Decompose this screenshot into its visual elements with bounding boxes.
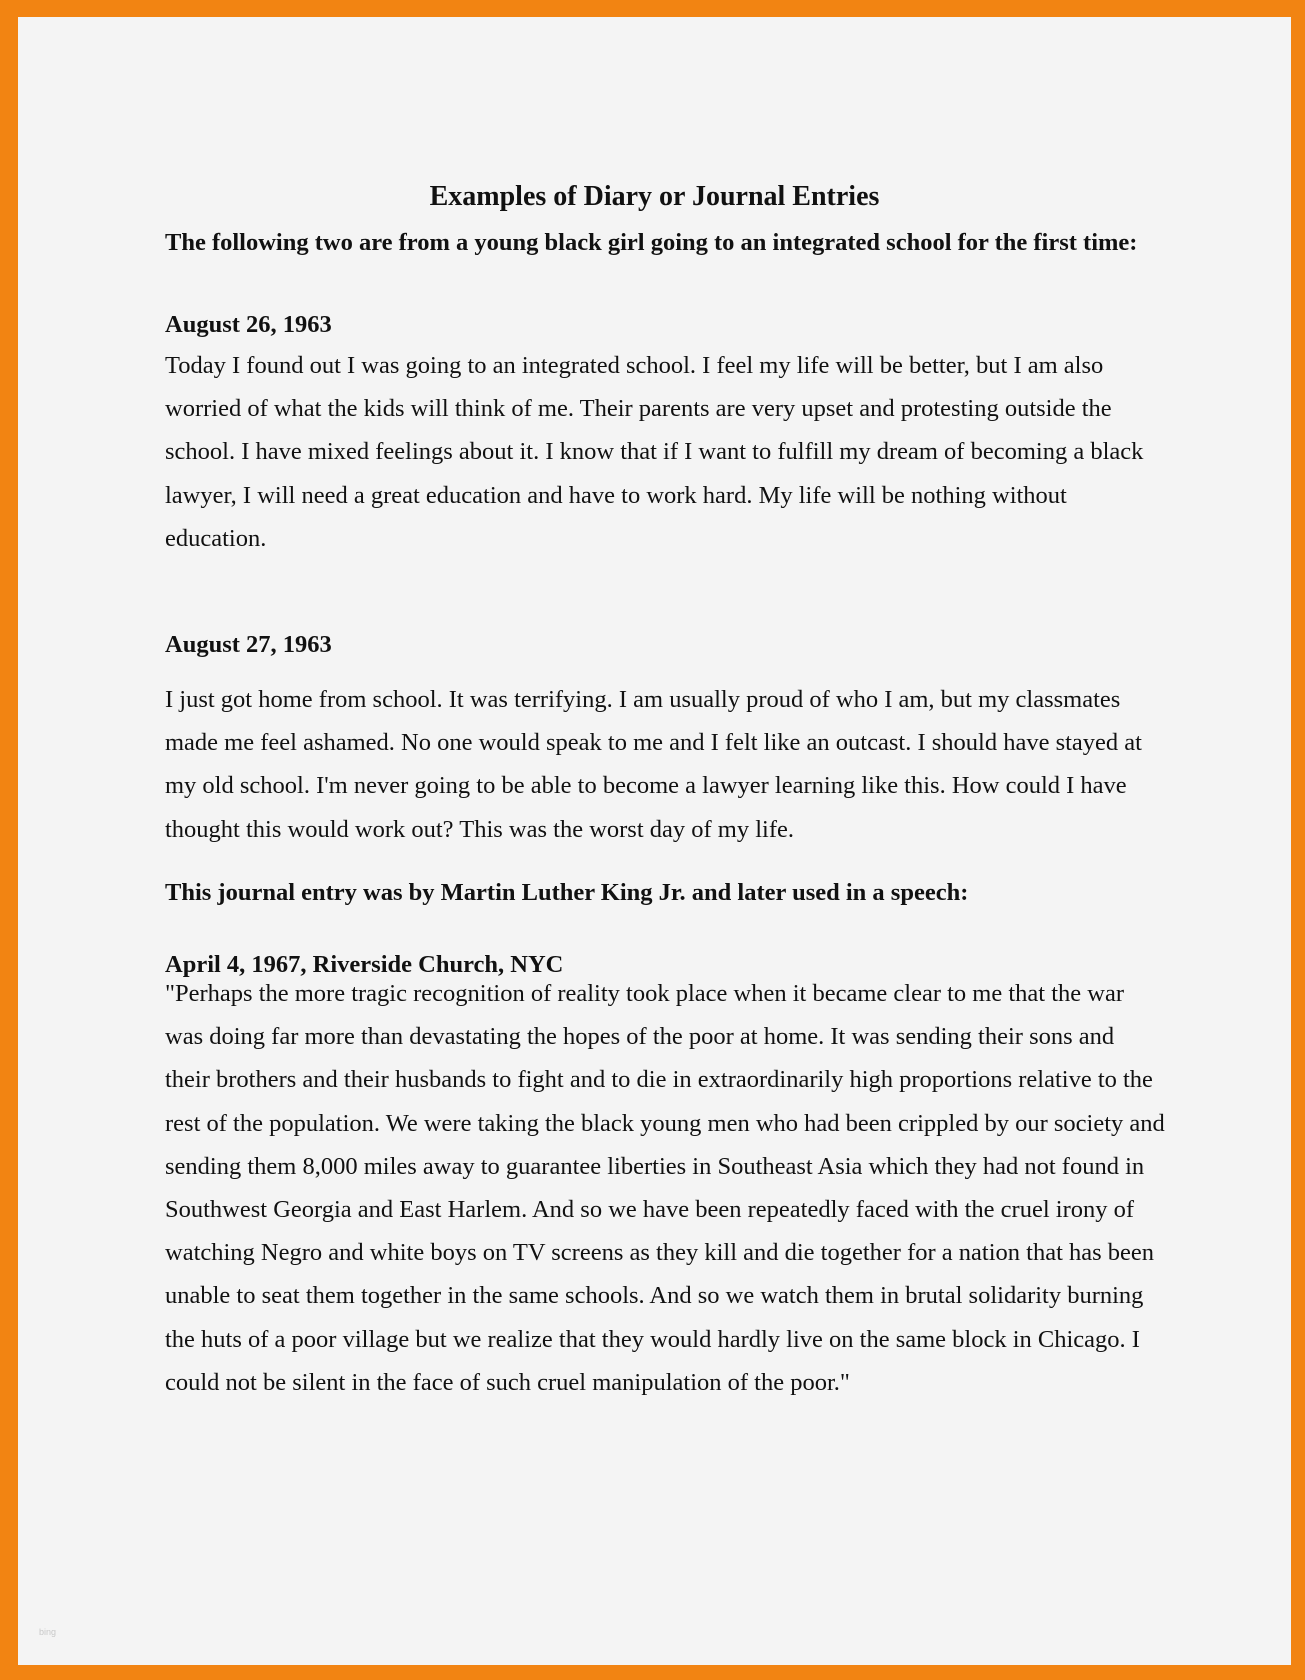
entry-2-text: I just got home from school. It was terrifying. I am usually proud of who I am, but my classmates made me feel ashamed. No one would speak to me and I felt like an outcast. I should have stayed at my old school. I'm never going to be able to become a lawyer learning like this. How could I have thought this would work out? This was the worst day of my life. <box>165 686 1142 843</box>
watermark-text: bing <box>39 1627 57 1637</box>
intro-text: The following two are from a young black girl going to an integrated school for the first time: <box>165 229 1138 256</box>
document-page <box>18 17 1291 1665</box>
entry-1-text: Today I found out I was going to an integrated school. I feel my life will be better, but I am also worried of what the kids will think of me. Their parents are very upset and protesting outside the school. I have mixed feelings about it. I know that if I want to fulfill my dream of becoming a black lawyer, I will need a great education and have to work hard. My life will be nothing without education. <box>165 352 1144 552</box>
entry-1-date: August 26, 1963 <box>165 311 332 338</box>
section-2-intro: This journal entry was by Martin Luther King Jr. and later used in a speech: <box>165 879 969 906</box>
entry-3-text: "Perhaps the more tragic recognition of reality took place when it became clear to me that the war was doing far more than devastating the hopes of the poor at home. It was sending their sons and their brothers and their husbands to fight and to die in extraordinarily high proportions relative to the rest of the population. We were taking the black young men who had been crippled by our society and sending them 8,000 miles away to guarantee liberties in Southeast Asia which they had not found in Southwest Georgia and East Harlem. And so we have been repeatedly faced with the cruel irony of watching Negro and white boys on TV screens as they kill and die together for a nation that has been unable to seat them together in the same schools. And so we watch them in brutal solidarity burning the huts of a poor village but we realize that they would hardly live on the same block in Chicago. I could not be silent in the face of such cruel manipulation of the poor." <box>165 980 1165 1396</box>
entry-3-date: April 4, 1967, Riverside Church, NYC <box>165 951 564 978</box>
entry-2-date: August 27, 1963 <box>165 631 332 658</box>
page-title: Examples of Diary or Journal Entries <box>429 181 880 212</box>
